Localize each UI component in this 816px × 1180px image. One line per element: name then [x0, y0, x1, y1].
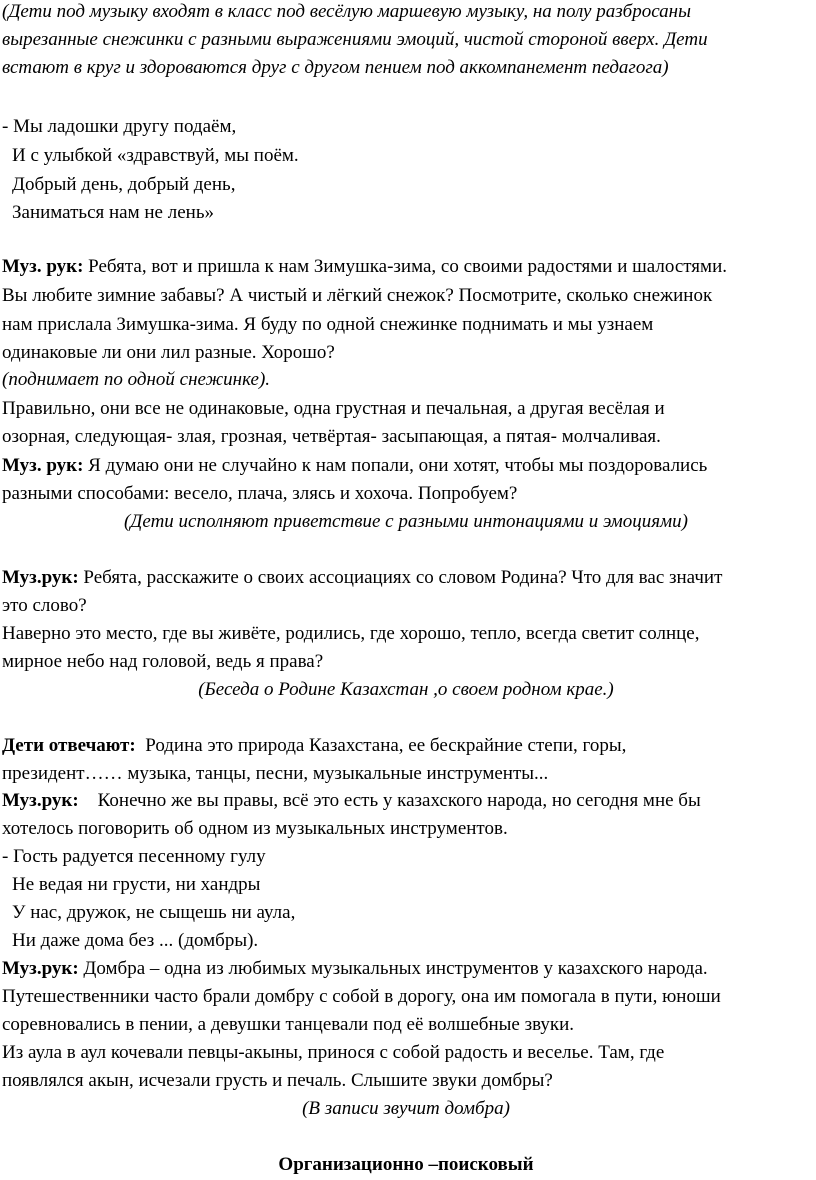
dialog-text: Я думаю они не случайно к нам попали, они хотят, чтобы мы поздоровались: [83, 455, 708, 476]
stage-note: (В записи звучит домбра): [302, 1098, 510, 1119]
dialog-line: озорная, следующая- злая, грозная, четвёртая- засыпающая, а пятая- молчаливая.: [2, 426, 661, 447]
song-line: И с улыбкой «здравствуй, мы поём.: [12, 145, 299, 166]
dialog-line: Вы любите зимние забавы? А чистый и лёгкий снежок? Посмотрите, сколько снежинок: [2, 285, 713, 306]
song-line: - Гость радуется песенному гулу: [2, 846, 266, 867]
dialog-line: [2, 253, 727, 280]
dialog-line: Правильно, они все не одинаковые, одна грустная и печальная, а другая весёлая и: [2, 398, 665, 419]
dialog-line: [2, 955, 708, 982]
dialog-line: [2, 452, 707, 479]
dialog-text: Конечно же вы правы, всё это есть у казахского народа, но сегодня мне бы: [78, 790, 701, 811]
dialog-text: Родина это природа Казахстана, ее бескрайние степи, горы,: [135, 735, 627, 756]
stage-note: (Дети исполняют приветствие с разными интонациями и эмоциями): [123, 511, 689, 532]
song-line: Добрый день, добрый день,: [12, 174, 236, 195]
dialog-line: нам прислала Зимушка-зима. Я буду по одной снежинке поднимать и мы узнаем: [2, 314, 654, 335]
dialog-line: разными способами: весело, плача, злясь и хохоча. Попробуем?: [2, 483, 518, 504]
song-line: Ни даже дома без ... (домбры).: [12, 930, 259, 951]
dialog-line: Наверно это место, где вы живёте, родились, где хорошо, тепло, всегда светит солнце,: [2, 623, 700, 644]
dialog-text: Ребята, вот и пришла к нам Зимушка-зима, со своими радостями и шалостями.: [83, 256, 727, 277]
speaker-label: Муз.рук:: [2, 790, 79, 811]
dialog-line: это слово?: [2, 595, 87, 616]
intro-line: (Дети под музыку входят в класс под весёлую маршевую музыку, на полу разбросаны: [2, 1, 691, 22]
song-line: - Мы ладошки другу подаём,: [2, 116, 237, 137]
speaker-label: Муз. рук:: [2, 256, 84, 277]
song-line: У нас, дружок, не сыщешь ни аула,: [12, 902, 296, 923]
dialog-text: Ребята, расскажите о своих ассоциациях со словом Родина? Что для вас значит: [78, 567, 723, 588]
stage-note: (поднимает по одной снежинке).: [2, 369, 271, 390]
speaker-label: Муз.рук:: [2, 567, 79, 588]
dialog-line: мирное небо над головой, ведь я права?: [2, 651, 324, 672]
dialog-line: одинаковые ли они лил разные. Хорошо?: [2, 342, 335, 363]
dialog-line: соревновались в пении, а девушки танцевали под её волшебные звуки.: [2, 1014, 575, 1035]
dialog-line: [2, 787, 701, 814]
speaker-label: Муз. рук:: [2, 455, 84, 476]
dialog-line: появлялся акын, исчезали грусть и печаль. Слышите звуки домбры?: [2, 1070, 553, 1091]
speaker-label: Дети отвечают:: [2, 735, 136, 756]
dialog-line: Путешественники часто брали домбру с собой в дорогу, она им помогала в пути, юноши: [2, 986, 721, 1007]
dialog-line: [2, 732, 626, 759]
stage-note: (Беседа о Родине Казахстан ,о своем родном крае.): [198, 679, 614, 700]
dialog-line: президент…… музыка, танцы, песни, музыкальные инструменты...: [2, 763, 549, 784]
intro-line: вырезанные снежинки с разными выражениями эмоций, чистой стороной вверх. Дети: [2, 29, 708, 50]
song-line: Не ведая ни грусти, ни хандры: [12, 874, 261, 895]
dialog-text: Домбра – одна из любимых музыкальных инструментов у казахского народа.: [78, 958, 708, 979]
intro-line: встают в круг и здороваются друг с другом пением под аккомпанемент педагога): [2, 57, 669, 78]
dialog-line: Из аула в аул кочевали певцы-акыны, принося с собой радость и веселье. Там, где: [2, 1042, 665, 1063]
speaker-label: Муз.рук:: [2, 958, 79, 979]
song-line: Заниматься нам не лень»: [12, 202, 214, 223]
dialog-line: хотелось поговорить об одном из музыкальных инструментов.: [2, 818, 508, 839]
dialog-line: [2, 564, 722, 591]
section-heading: Организационно –поисковый: [278, 1154, 534, 1175]
